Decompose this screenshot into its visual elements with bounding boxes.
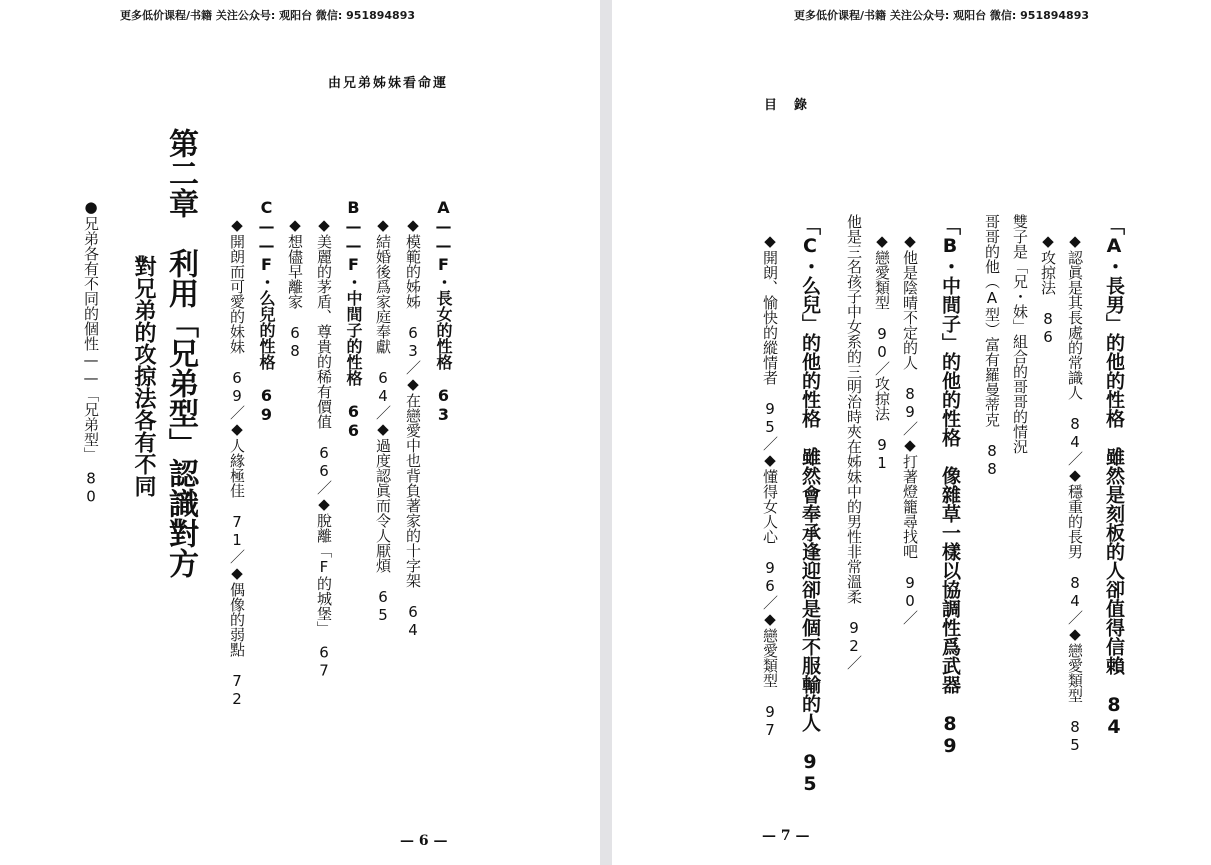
toc-line: ◆開朗、愉快的縱情者 95／◆懂得女人心 96／◆戀愛類型 97 xyxy=(761,232,779,739)
toc-line: 雙子是「兄・妹」組合的哥哥的情況 xyxy=(1011,214,1029,454)
toc-line: ◆想儘早離家 68 xyxy=(286,216,304,360)
chapter-subtitle: 對兄弟的攻掠法各有不同 xyxy=(131,255,156,497)
toc-line: ◆模範的姊姊 63／◆在戀愛中也背負著家的十字架 64 xyxy=(404,216,422,639)
toc-line: ◆美麗的茅盾、尊貴的稀有價值 66／◆脫離「F的城堡」 67 xyxy=(315,216,333,680)
toc-line: ◆開朗而可愛的妹妹 69／◆人緣極佳 71／◆偶像的弱點 72 xyxy=(228,216,246,708)
watermark-text: 更多低价课程/书籍 关注公众号: 观阳台 微信: 951894893 xyxy=(794,9,1090,22)
page-gutter xyxy=(600,0,612,865)
toc-line: 哥哥的他（A型）富有羅曼蒂克 88 xyxy=(983,214,1001,478)
toc-line-c-heading: C——F・么兒的性格 69 xyxy=(257,198,276,424)
chapter-title: 第二章 利用「兄弟型」認識對方 xyxy=(163,128,198,578)
section-heading-a: 「A・長男」的他的性格 雖然是刻板的人卻值得信賴 84 xyxy=(1103,216,1125,738)
bullet-line: ●兄弟各有不同的個性——「兄弟型」 80 xyxy=(82,198,100,506)
section-heading-c: 「C・么兒」的他的性格 雖然會奉承逢迎卻是個不服輸的人 95 xyxy=(799,216,821,795)
watermark-text: 更多低价课程/书籍 关注公众号: 观阳台 微信: 951894893 xyxy=(120,9,416,22)
right-page xyxy=(612,0,1211,865)
toc-line: ◆認眞是其長處的常識人 84／◆穩重的長男 84／◆戀愛類型 85 xyxy=(1066,232,1084,754)
toc-line-a-heading: A——F・長女的性格 63 xyxy=(434,198,453,424)
page-number: — 6 — xyxy=(400,833,448,849)
toc-line: ◆結婚後爲家庭奉獻 64／◆過度認眞而令人厭煩 65 xyxy=(374,216,392,624)
page-number: — 7 — xyxy=(762,828,810,844)
section-heading-b: 「B・中間子」的他的性格 像雜草一樣以協調性爲武器 89 xyxy=(939,216,961,757)
toc-line-b-heading: B——F・中間子的性格 66 xyxy=(344,198,363,440)
toc-line: 他是三名孩子中女系的三明治時夾在姊妹中的男性非常溫柔 92／ xyxy=(845,214,863,670)
running-head: 目 錄 xyxy=(764,98,810,113)
toc-line: ◆攻掠法 86 xyxy=(1039,232,1057,346)
toc-line: ◆他是陰晴不定的人 89／◆打著燈籠尋找吧 90／ xyxy=(901,232,919,625)
left-page xyxy=(0,0,600,865)
running-head: 由兄弟姊妹看命運 xyxy=(328,76,449,91)
toc-line: ◆戀愛類型 90／攻掠法 91 xyxy=(873,232,891,472)
